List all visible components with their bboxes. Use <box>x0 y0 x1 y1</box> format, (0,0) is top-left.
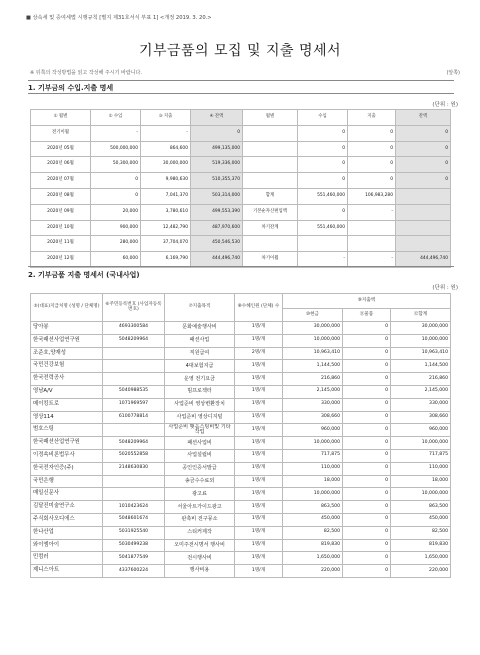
cell-purpose: 사업설립비 <box>165 449 235 462</box>
cell-recipients: 1명/개 <box>235 449 283 462</box>
header-payee: ⑤(대표)지급처명 (성명 / 단체명) <box>31 294 103 322</box>
table-row <box>31 385 451 398</box>
cell-purpose: 광고료 <box>165 488 235 501</box>
header-amount: ⑨지출액 <box>283 294 451 309</box>
cell-total: 18,000 <box>391 475 451 488</box>
cell-total: 819,830 <box>391 539 451 552</box>
table-header-row <box>31 294 451 309</box>
cell-goods: 0 <box>343 411 391 424</box>
cell-recipients: 1명/개 <box>235 411 283 424</box>
cell-recipients: 1명/개 <box>235 398 283 411</box>
table-row <box>31 334 451 347</box>
cell-goods: 0 <box>343 347 391 360</box>
cell-reg-number: 5048209964 <box>103 437 165 450</box>
cell-goods: 0 <box>343 475 391 488</box>
table-row <box>31 398 451 411</box>
table-row <box>31 501 451 514</box>
header-balance-2: 잔액 <box>396 110 451 126</box>
header-reg-number: ⑥주민등록번호 (사업자등록번호) <box>103 294 165 322</box>
table-row <box>31 565 451 578</box>
cell-income-2: 0 <box>298 204 348 220</box>
header-month: ① 월별 <box>31 110 91 126</box>
cell-balance: 444,496,740 <box>191 252 243 268</box>
cell-income-2: 0 <box>298 157 348 173</box>
cell-cash: 110,000 <box>283 462 343 475</box>
section2-title: 2. 기부금품 지출 명세서 (국내사업) <box>28 271 140 279</box>
table-row <box>31 488 451 501</box>
cell-cash: 863,500 <box>283 501 343 514</box>
cell-cash: 1,650,000 <box>283 552 343 565</box>
cell-payee: 이정속비론법무사 <box>31 449 103 462</box>
cell-income: 60,000 <box>91 252 141 268</box>
table-row <box>31 141 451 157</box>
cell-income: - <box>91 125 141 141</box>
cell-cash: 2,145,000 <box>283 385 343 398</box>
cell-reg-number <box>103 360 165 373</box>
cell-total: 82,500 <box>391 526 451 539</box>
cell-total: 2,145,000 <box>391 385 451 398</box>
cell-recipients: 1명/개 <box>235 513 283 526</box>
cell-purpose: 오미주전시명서 행사비 <box>165 539 235 552</box>
cell-goods: 0 <box>343 385 391 398</box>
cell-recipients: 1명/개 <box>235 322 283 335</box>
cell-cash: 330,000 <box>283 398 343 411</box>
cell-total: 863,500 <box>391 501 451 514</box>
cell-month: 전기이월 <box>31 125 91 141</box>
table-row <box>31 125 451 141</box>
table-row <box>31 462 451 475</box>
cell-income-2: 0 <box>298 173 348 189</box>
cell-goods: 0 <box>343 526 391 539</box>
expenditure-table <box>30 293 451 578</box>
cell-total: 308,660 <box>391 411 451 424</box>
cell-cash: 10,000,000 <box>283 334 343 347</box>
cell-reg-number <box>103 373 165 386</box>
cell-income-2: 0 <box>298 141 348 157</box>
cell-month-2: 기본순자산편입액 <box>243 204 298 220</box>
cell-balance: 499,553,390 <box>191 204 243 220</box>
cell-goods: 0 <box>343 513 391 526</box>
section1-unit: (단위 : 원) <box>432 102 458 108</box>
divider <box>28 93 454 94</box>
cell-expense: 30,000,000 <box>141 157 191 173</box>
cell-payee: 한국패션산업연구원 <box>31 437 103 450</box>
cell-income: 500,000,000 <box>91 141 141 157</box>
cell-goods: 0 <box>343 437 391 450</box>
cell-purpose: 사업준비 맺음스팅비및 기타작업 <box>165 424 235 437</box>
cell-balance: 519,336,000 <box>191 157 243 173</box>
cell-total: 330,000 <box>391 398 451 411</box>
cell-recipients: 1명/개 <box>235 501 283 514</box>
cell-payee: 김달진미술연구소 <box>31 501 103 514</box>
cell-purpose: 판촉비 전구뭉소 <box>165 513 235 526</box>
cell-purpose: 운영 전기요금 <box>165 373 235 386</box>
header-expense: ③ 지출 <box>141 110 191 126</box>
cell-recipients: 1명/개 <box>235 373 283 386</box>
cell-recipients: 1명/개 <box>235 475 283 488</box>
cell-total: 10,000,000 <box>391 334 451 347</box>
cell-expense: 12,482,790 <box>141 220 191 236</box>
cell-month-2 <box>243 173 298 189</box>
cell-reg-number <box>103 488 165 501</box>
cell-goods: 0 <box>343 360 391 373</box>
cell-balance-2 <box>396 188 451 204</box>
table-row <box>31 157 451 173</box>
cell-reg-number: 5041877549 <box>103 552 165 565</box>
cell-month: 2020년 07월 <box>31 173 91 189</box>
cell-expense-2: 106,983,280 <box>348 188 396 204</box>
cell-purpose: 스티커제작 <box>165 526 235 539</box>
cell-purpose: 패션사업비 <box>165 437 235 450</box>
cell-reg-number: 5040988535 <box>103 385 165 398</box>
cell-purpose: 패션사업 <box>165 334 235 347</box>
table-row <box>31 204 451 220</box>
table-row <box>31 188 451 204</box>
cell-cash: 18,000 <box>283 475 343 488</box>
table-header-row <box>31 110 451 126</box>
cell-payee: 메이킹트로 <box>31 398 103 411</box>
cell-total: 216,860 <box>391 373 451 386</box>
cell-expense-2 <box>348 236 396 252</box>
cell-income: 900,000 <box>91 220 141 236</box>
divider <box>28 80 454 81</box>
cell-payee: 민컴러 <box>31 552 103 565</box>
cell-reg-number: 1071969597 <box>103 398 165 411</box>
table-row <box>31 526 451 539</box>
cell-payee: 제니스아트 <box>31 565 103 578</box>
cell-recipients: 1명/개 <box>235 385 283 398</box>
cell-total: 450,000 <box>391 513 451 526</box>
table-row <box>31 411 451 424</box>
table-row <box>31 552 451 565</box>
header-cash: ⑩현금 <box>283 309 343 322</box>
cell-payee: 국민건강보험 <box>31 360 103 373</box>
cell-goods: 0 <box>343 501 391 514</box>
cell-recipients: 1명/개 <box>235 334 283 347</box>
cell-expense: 6,169,790 <box>141 252 191 268</box>
cell-income-2 <box>298 236 348 252</box>
cell-cash: 220,000 <box>283 565 343 578</box>
cell-reg-number: 5020552858 <box>103 449 165 462</box>
cell-purpose: 직원급여 <box>165 347 235 360</box>
cell-balance-2: 0 <box>396 157 451 173</box>
cell-goods: 0 <box>343 449 391 462</box>
cell-balance: 499,135,000 <box>191 141 243 157</box>
cell-payee: 조준호,양재성 <box>31 347 103 360</box>
cell-recipients: 1명/개 <box>235 488 283 501</box>
table-row <box>31 475 451 488</box>
cell-income-2: - <box>298 252 348 268</box>
cell-reg-number <box>103 475 165 488</box>
table-row <box>31 539 451 552</box>
cell-expense-2: - <box>348 204 396 220</box>
cell-cash: 10,000,000 <box>283 488 343 501</box>
header-recipients: ⑧수혜인원 (단체) 수 <box>235 294 283 322</box>
cell-expense-2: 0 <box>348 141 396 157</box>
cell-payee: 한국패션사업연구원 <box>31 334 103 347</box>
cell-total: 10,000,000 <box>391 488 451 501</box>
cell-purpose: 행사비용 <box>165 565 235 578</box>
cell-balance-2: 0 <box>396 173 451 189</box>
cell-cash: 717,875 <box>283 449 343 462</box>
cell-expense-2: 0 <box>348 157 396 173</box>
cell-income: 0 <box>91 173 141 189</box>
cell-balance-2: 0 <box>396 141 451 157</box>
cell-month: 2020년 08월 <box>31 188 91 204</box>
cell-cash: 819,830 <box>283 539 343 552</box>
table-row <box>31 220 451 236</box>
header-total: ⑫합계 <box>391 309 451 322</box>
cell-recipients: 1명/개 <box>235 526 283 539</box>
cell-total: 717,875 <box>391 449 451 462</box>
cell-balance-2 <box>396 220 451 236</box>
cell-payee: 한국전자인증(주) <box>31 462 103 475</box>
cell-cash: 308,660 <box>283 411 343 424</box>
header-balance: ④ 잔액 <box>191 110 243 126</box>
cell-payee: 한나산업 <box>31 526 103 539</box>
cell-payee: 와이엠아이 <box>31 539 103 552</box>
table-row <box>31 449 451 462</box>
cell-month-2 <box>243 236 298 252</box>
cell-balance-2 <box>396 204 451 220</box>
cell-goods: 0 <box>343 424 391 437</box>
cell-expense: 37,704,070 <box>141 236 191 252</box>
cell-expense-2: - <box>348 252 396 268</box>
cell-balance-2 <box>396 236 451 252</box>
cell-reg-number: 6100778814 <box>103 411 165 424</box>
income-expense-table <box>30 109 451 268</box>
table-row <box>31 173 451 189</box>
cell-balance-2: 444,496,740 <box>396 252 451 268</box>
cell-payee: 주식회사오디에스 <box>31 513 103 526</box>
table-row <box>31 513 451 526</box>
cell-cash: 960,000 <box>283 424 343 437</box>
header-purpose: ⑦지출목적 <box>165 294 235 322</box>
cell-payee: 범호스팅 <box>31 424 103 437</box>
cell-cash: 30,000,000 <box>283 322 343 335</box>
cell-expense-2: 0 <box>348 125 396 141</box>
cell-total: 10,000,000 <box>391 437 451 450</box>
cell-income-2: 551,460,000 <box>298 220 348 236</box>
cell-income: 20,000 <box>91 204 141 220</box>
cell-goods: 0 <box>343 334 391 347</box>
cell-month: 2020년 09월 <box>31 204 91 220</box>
cell-goods: 0 <box>343 462 391 475</box>
header-income-2: 수입 <box>298 110 348 126</box>
page-title: 기부금품의 모집 및 지출 명세서 <box>138 43 342 59</box>
cell-balance: 503,314,000 <box>191 188 243 204</box>
cell-total: 220,000 <box>391 565 451 578</box>
cell-payee: 영남A/V <box>31 385 103 398</box>
cell-reg-number: 4693300584 <box>103 322 165 335</box>
cell-month: 2020년 05월 <box>31 141 91 157</box>
cell-income: 0 <box>91 188 141 204</box>
cell-reg-number <box>103 424 165 437</box>
cell-cash: 10,963,410 <box>283 347 343 360</box>
cell-goods: 0 <box>343 552 391 565</box>
cell-purpose: 전시행사비 <box>165 552 235 565</box>
cell-total: 960,000 <box>391 424 451 437</box>
cell-month: 2020년 06월 <box>31 157 91 173</box>
cell-reg-number <box>103 347 165 360</box>
header-income: ② 수입 <box>91 110 141 126</box>
header-month-2: 월별 <box>243 110 298 126</box>
cell-goods: 0 <box>343 398 391 411</box>
cell-balance: 450,546,530 <box>191 236 243 252</box>
cell-expense: - <box>141 125 191 141</box>
cell-cash: 10,000,000 <box>283 437 343 450</box>
cell-goods: 0 <box>343 539 391 552</box>
cell-reg-number: 2148630830 <box>103 462 165 475</box>
cell-balance: 487,970,600 <box>191 220 243 236</box>
cell-expense-2 <box>348 220 396 236</box>
cell-recipients: 2명/개 <box>235 347 283 360</box>
cell-month-2: 차기이월 <box>243 252 298 268</box>
table-row <box>31 373 451 386</box>
instruction-note: ※ 뒤쪽의 작성방법을 읽고 작성해 주시기 바랍니다. <box>30 70 142 76</box>
cell-payee: 매일신문사 <box>31 488 103 501</box>
cell-recipients: 1명/개 <box>235 424 283 437</box>
cell-recipients: 1명/개 <box>235 539 283 552</box>
cell-recipients: 1명/개 <box>235 437 283 450</box>
table-row <box>31 347 451 360</box>
cell-balance-2: 0 <box>396 125 451 141</box>
cell-expense: 3,780,610 <box>141 204 191 220</box>
section1-title: 1. 기부금의 수입.지출 명세 <box>28 84 114 92</box>
cell-month: 2020년 12월 <box>31 252 91 268</box>
cell-goods: 0 <box>343 322 391 335</box>
cell-purpose: 송금수수료외 <box>165 475 235 488</box>
header-goods: ⑪물품 <box>343 309 391 322</box>
cell-balance: 0 <box>191 125 243 141</box>
cell-income-2: 551,460,000 <box>298 188 348 204</box>
cell-payee: 당아봉 <box>31 322 103 335</box>
cell-month: 2020년 10월 <box>31 220 91 236</box>
cell-income: 280,000 <box>91 236 141 252</box>
table-row <box>31 236 451 252</box>
cell-cash: 1,144,500 <box>283 360 343 373</box>
cell-purpose: 서울아트가이드광고 <box>165 501 235 514</box>
cell-total: 30,000,000 <box>391 322 451 335</box>
table-row <box>31 322 451 335</box>
cell-recipients: 1명/개 <box>235 565 283 578</box>
cell-expense-2: 0 <box>348 173 396 189</box>
cell-expense: 7,041,370 <box>141 188 191 204</box>
cell-reg-number: 5030499238 <box>103 539 165 552</box>
cell-purpose: 사업준비 영상디지털 <box>165 411 235 424</box>
cell-goods: 0 <box>343 488 391 501</box>
table-row <box>31 424 451 437</box>
cell-payee: 국민은행 <box>31 475 103 488</box>
cell-cash: 450,000 <box>283 513 343 526</box>
cell-month-2: 차기잔계 <box>243 220 298 236</box>
law-reference: ■ 상속세 및 증여세법 시행규칙 [별지 제31호서식 부표 1] <개정 2019. 3. 20.> <box>26 15 212 21</box>
cell-payee: 한국전력공사 <box>31 373 103 386</box>
cell-reg-number: 4337600224 <box>103 565 165 578</box>
cell-total: 10,963,410 <box>391 347 451 360</box>
cell-purpose: 문화예술행사비 <box>165 322 235 335</box>
cell-cash: 216,860 <box>283 373 343 386</box>
divider <box>28 266 454 267</box>
cell-income: 50,300,000 <box>91 157 141 173</box>
cell-goods: 0 <box>343 565 391 578</box>
cell-purpose: 사업준비 영상변환장치 <box>165 398 235 411</box>
cell-month-2 <box>243 141 298 157</box>
cell-balance: 510,355,370 <box>191 173 243 189</box>
cell-reg-number: 5048601674 <box>103 513 165 526</box>
cell-month: 2020년 11월 <box>31 236 91 252</box>
cell-purpose: 빔프로젝터 <box>165 385 235 398</box>
page-side-label: (앞쪽) <box>446 70 460 76</box>
cell-income-2: 0 <box>298 125 348 141</box>
section2-unit: (단위 : 원) <box>432 285 458 291</box>
cell-expense: 864,600 <box>141 141 191 157</box>
cell-expense: 9,980,630 <box>141 173 191 189</box>
header-expense-2: 지출 <box>348 110 396 126</box>
cell-purpose: 4대보험지급 <box>165 360 235 373</box>
cell-recipients: 1명/개 <box>235 360 283 373</box>
cell-month-2 <box>243 125 298 141</box>
cell-reg-number: 5031925540 <box>103 526 165 539</box>
cell-month-2 <box>243 157 298 173</box>
cell-cash: 82,500 <box>283 526 343 539</box>
cell-reg-number: 1010423624 <box>103 501 165 514</box>
cell-goods: 0 <box>343 373 391 386</box>
cell-recipients: 1명/개 <box>235 462 283 475</box>
cell-total: 1,650,000 <box>391 552 451 565</box>
cell-total: 1,144,500 <box>391 360 451 373</box>
cell-recipients: 1명/개 <box>235 552 283 565</box>
cell-reg-number: 5048209964 <box>103 334 165 347</box>
cell-purpose: 공인인증서발급 <box>165 462 235 475</box>
table-row <box>31 360 451 373</box>
table-row <box>31 437 451 450</box>
cell-payee: 영상114 <box>31 411 103 424</box>
cell-month-2: 합계 <box>243 188 298 204</box>
cell-total: 110,000 <box>391 462 451 475</box>
